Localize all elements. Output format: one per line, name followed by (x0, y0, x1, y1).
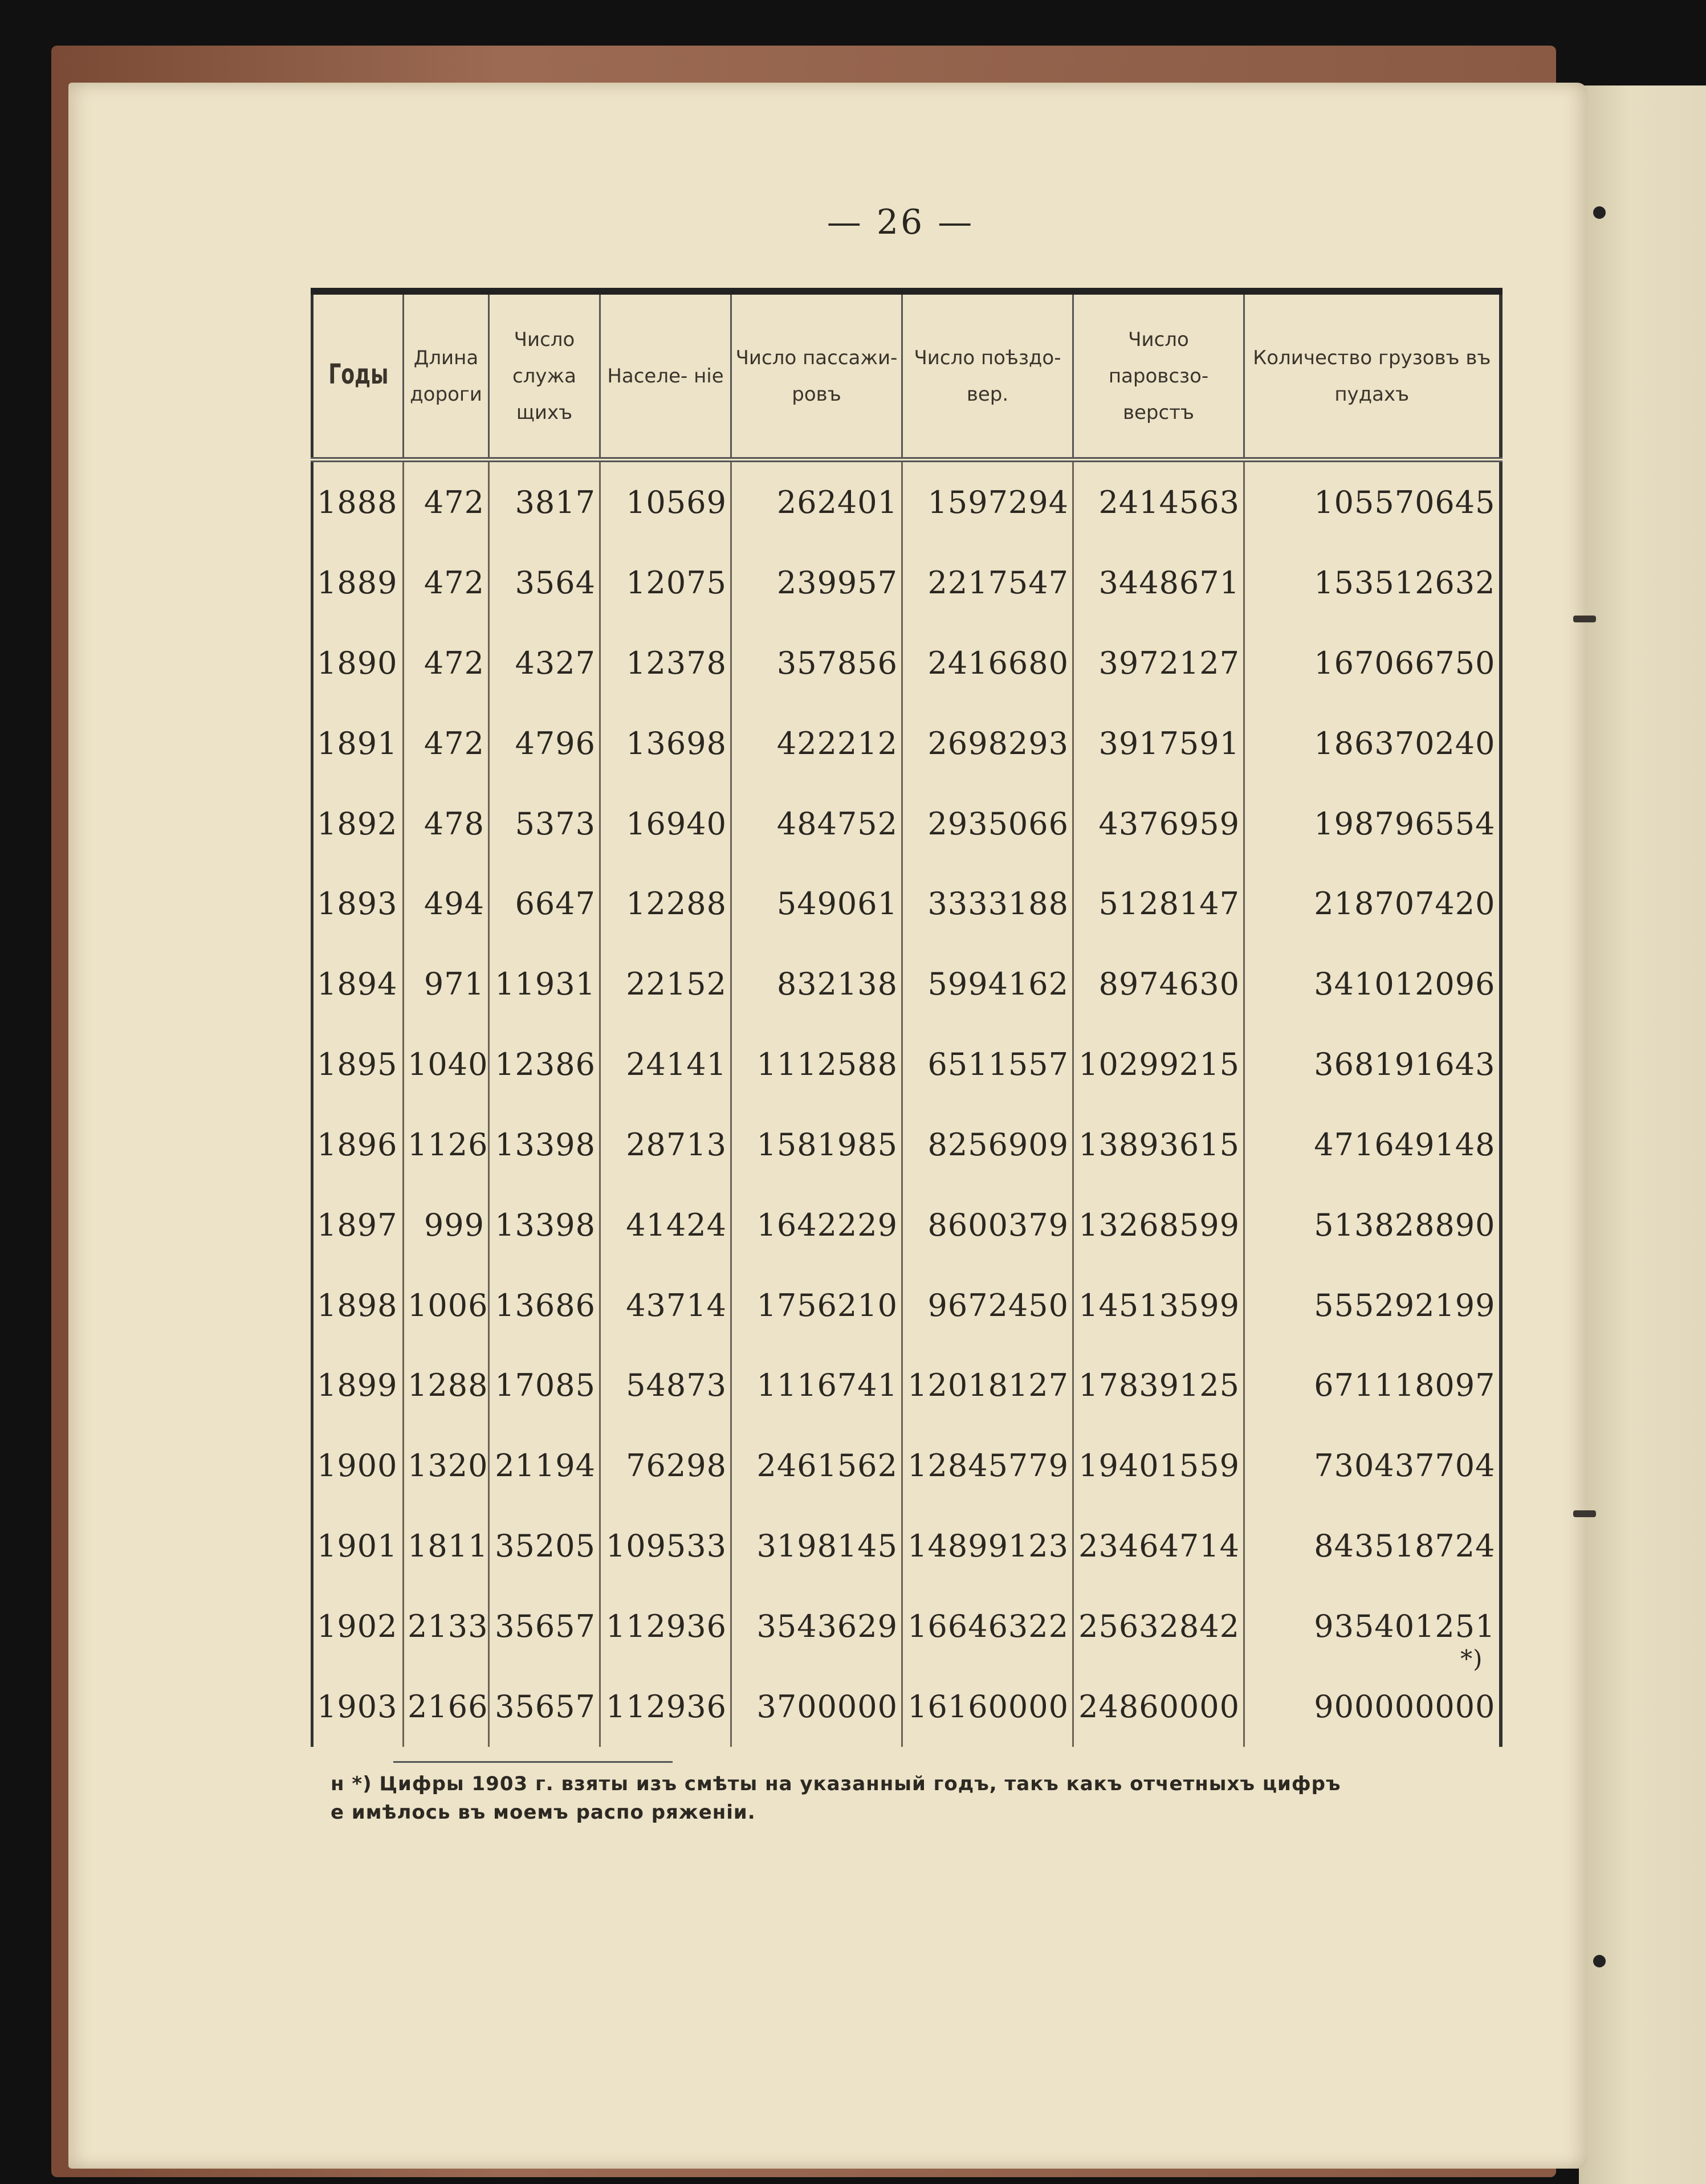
table-cell: 5994162 (902, 944, 1073, 1024)
table-cell: 3543629 (731, 1586, 902, 1666)
table-cell: 1112588 (731, 1024, 902, 1105)
table-cell: 239957 (731, 543, 902, 623)
table-cell: 3972127 (1073, 623, 1244, 703)
page-number: — 26 — (826, 202, 975, 242)
year-cell: 1891 (317, 725, 398, 761)
railway-statistics-table (311, 288, 1503, 1747)
table-cell: 186370240 (1244, 703, 1501, 784)
table-cell: 549061 (731, 863, 902, 944)
table-cell: 76298 (600, 1425, 731, 1506)
table-cell: 14899123 (902, 1506, 1073, 1586)
table-cell: 555292199 (1244, 1265, 1501, 1346)
table-cell: 671118097 (1244, 1346, 1501, 1426)
table-cell: 1811 (404, 1506, 489, 1586)
table-cell: 478 (404, 784, 489, 864)
table-cell: 19401559 (1073, 1425, 1244, 1506)
table-cell: 2133 (404, 1586, 489, 1666)
table-row (312, 1666, 1501, 1747)
table-cell: 1581985 (731, 1105, 902, 1185)
year-cell: 1888 (317, 484, 398, 521)
table-cell: 1116741 (731, 1346, 902, 1426)
table-cell: 971 (404, 944, 489, 1024)
table-cell: 3198145 (731, 1506, 902, 1586)
year-cell: 1895 (317, 1046, 398, 1083)
table-cell: 8600379 (902, 1185, 1073, 1265)
table-cell: 2217547 (902, 543, 1073, 623)
table-cell: 14513599 (1073, 1265, 1244, 1346)
table-cell: 472 (404, 543, 489, 623)
table-cell: 5128147 (1073, 863, 1244, 944)
table-cell: 9672450 (902, 1265, 1073, 1346)
header-employees: Число служа щихъ (489, 291, 600, 460)
year-cell: 1896 (317, 1126, 398, 1163)
year-cell: 1902 (317, 1608, 398, 1644)
year-cell: 1890 (317, 645, 398, 681)
year-cell: 1901 (317, 1528, 398, 1564)
table-cell: 109533 (600, 1506, 731, 1586)
table-cell: 357856 (731, 623, 902, 703)
table-cell: 3700000 (731, 1666, 902, 1747)
table-cell: 4796 (489, 703, 600, 784)
table-row (312, 1346, 1501, 1426)
table-cell: 25632842 (1073, 1586, 1244, 1666)
footnote-divider (393, 1761, 673, 1763)
table-cell: 22152 (600, 944, 731, 1024)
table-cell: 112936 (600, 1586, 731, 1666)
year-cell: 1900 (317, 1448, 398, 1484)
table-header-row (312, 291, 1501, 460)
footnote-marker: *) (1460, 1644, 1483, 1673)
table-cell: 17085 (489, 1346, 600, 1426)
table-cell: 41424 (600, 1185, 731, 1265)
header-locomotive-versts: Число паровсзо- верстъ (1073, 291, 1244, 460)
table-cell: 105570645 (1244, 460, 1501, 543)
year-cell: 1893 (317, 886, 398, 922)
table-cell: 12378 (600, 623, 731, 703)
table-cell: 1040 (404, 1024, 489, 1105)
table-cell: 3333188 (902, 863, 1073, 944)
binding-clip-icon (1573, 616, 1596, 622)
table-cell: 843518724 (1244, 1506, 1501, 1586)
header-years: Годы (312, 291, 404, 460)
table-cell: 12018127 (902, 1346, 1073, 1426)
table-cell: 24141 (600, 1024, 731, 1105)
table-cell: 471649148 (1244, 1105, 1501, 1185)
binding-ring-icon (1593, 1955, 1606, 1967)
table-cell: 472 (404, 703, 489, 784)
table-cell: 900000000 *) (1244, 1666, 1501, 1747)
table-cell: 16646322 (902, 1586, 1073, 1666)
table-cell: 2935066 (902, 784, 1073, 864)
year-cell: 1903 (317, 1688, 398, 1725)
table-cell: 8974630 (1073, 944, 1244, 1024)
table-cell: 4327 (489, 623, 600, 703)
table-cell: 6647 (489, 863, 600, 944)
table-cell: 935401251 (1244, 1586, 1501, 1666)
table-cell: 1126 (404, 1105, 489, 1185)
table-cell: 13698 (600, 703, 731, 784)
table-cell: 35657 (489, 1586, 600, 1666)
table-cell: 112936 (600, 1666, 731, 1747)
table-cell: 2166 (404, 1666, 489, 1747)
table-cell: 1642229 (731, 1185, 902, 1265)
table-cell: 3448671 (1073, 543, 1244, 623)
table-cell: 1756210 (731, 1265, 902, 1346)
table-row (312, 1105, 1501, 1185)
table-cell: 2461562 (731, 1425, 902, 1506)
footnote-line-1: н *) Цифры 1903 г. взяты изъ смѣты на указанный годъ, такъ какъ отчетныхъ цифръ (331, 1773, 1341, 1795)
table-cell: 422212 (731, 703, 902, 784)
table-row (312, 703, 1501, 784)
table-cell: 35657 (489, 1666, 600, 1747)
table-cell: 2414563 (1073, 460, 1244, 543)
table-cell: 35205 (489, 1506, 600, 1586)
table-cell: 5373 (489, 784, 600, 864)
footnote (331, 1770, 1505, 1827)
table-cell: 262401 (731, 460, 902, 543)
table-body (312, 460, 1501, 1747)
table-row (312, 1586, 1501, 1666)
table-cell: 484752 (731, 784, 902, 864)
table-cell: 13686 (489, 1265, 600, 1346)
table-cell: 1597294 (902, 460, 1073, 543)
table-cell: 21194 (489, 1425, 600, 1506)
table-cell: 16940 (600, 784, 731, 864)
table-cell: 6511557 (902, 1024, 1073, 1105)
facing-page-edge (1579, 85, 1706, 2184)
table-cell: 28713 (600, 1105, 731, 1185)
table-cell: 153512632 (1244, 543, 1501, 623)
table-cell: 341012096 (1244, 944, 1501, 1024)
table-cell: 2698293 (902, 703, 1073, 784)
table-cell: 198796554 (1244, 784, 1501, 864)
table-cell: 8256909 (902, 1105, 1073, 1185)
table-cell: 11931 (489, 944, 600, 1024)
table-cell: 10569 (600, 460, 731, 543)
table-cell: 12845779 (902, 1425, 1073, 1506)
table-row (312, 460, 1501, 543)
table-cell: 3564 (489, 543, 600, 623)
table-cell: 2416680 (902, 623, 1073, 703)
table-row (312, 1506, 1501, 1586)
year-cell: 1897 (317, 1207, 398, 1243)
table-cell: 3817 (489, 460, 600, 543)
header-passengers: Число пассажи- ровъ (731, 291, 902, 460)
year-cell: 1894 (317, 966, 398, 1003)
table-cell: 3917591 (1073, 703, 1244, 784)
header-road-length: Длина дороги (404, 291, 489, 460)
table-cell: 513828890 (1244, 1185, 1501, 1265)
table-row (312, 1425, 1501, 1506)
header-population: Населе- нiе (600, 291, 731, 460)
table-row (312, 863, 1501, 944)
table-cell: 43714 (600, 1265, 731, 1346)
table-cell: 999 (404, 1185, 489, 1265)
header-train-versts: Число поѣздо-вер. (902, 291, 1073, 460)
table-cell: 472 (404, 460, 489, 543)
table-cell: 494 (404, 863, 489, 944)
table-row (312, 1024, 1501, 1105)
table-cell: 16160000 (902, 1666, 1073, 1747)
binding-ring-icon (1593, 206, 1606, 219)
year-cell: 1899 (317, 1367, 398, 1404)
table-row (312, 543, 1501, 623)
table-cell: 54873 (600, 1346, 731, 1426)
table-cell: 4376959 (1073, 784, 1244, 864)
table-cell: 472 (404, 623, 489, 703)
table-cell: 23464714 (1073, 1506, 1244, 1586)
table-cell: 17839125 (1073, 1346, 1244, 1426)
table-cell: 13398 (489, 1185, 600, 1265)
table-cell: 10299215 (1073, 1024, 1244, 1105)
table-cell: 12386 (489, 1024, 600, 1105)
table-cell: 12288 (600, 863, 731, 944)
table-row (312, 944, 1501, 1024)
table-row (312, 1265, 1501, 1346)
table-row (312, 623, 1501, 703)
header-freight-poods: Количество грузовъ въ пудахъ (1244, 291, 1501, 460)
table-cell: 167066750 (1244, 623, 1501, 703)
table-cell: 1288 (404, 1346, 489, 1426)
year-cell: 1898 (317, 1287, 398, 1323)
table-cell: 13268599 (1073, 1185, 1244, 1265)
table-row (312, 1185, 1501, 1265)
table-cell: 13893615 (1073, 1105, 1244, 1185)
table-cell: 218707420 (1244, 863, 1501, 944)
table-cell: 832138 (731, 944, 902, 1024)
year-cell: 1892 (317, 805, 398, 842)
footnote-line-2: е имѣлось въ моемъ распо ряженiи. (331, 1801, 756, 1824)
table-cell: 368191643 (1244, 1024, 1501, 1105)
year-cell: 1889 (317, 565, 398, 601)
binding-clip-icon (1573, 1510, 1596, 1517)
table-cell: 1006 (404, 1265, 489, 1346)
table-row (312, 784, 1501, 864)
table-cell: 12075 (600, 543, 731, 623)
table-cell: 24860000 (1073, 1666, 1244, 1747)
table-cell: 730437704 (1244, 1425, 1501, 1506)
table-cell: 13398 (489, 1105, 600, 1185)
table-cell: 1320 (404, 1425, 489, 1506)
